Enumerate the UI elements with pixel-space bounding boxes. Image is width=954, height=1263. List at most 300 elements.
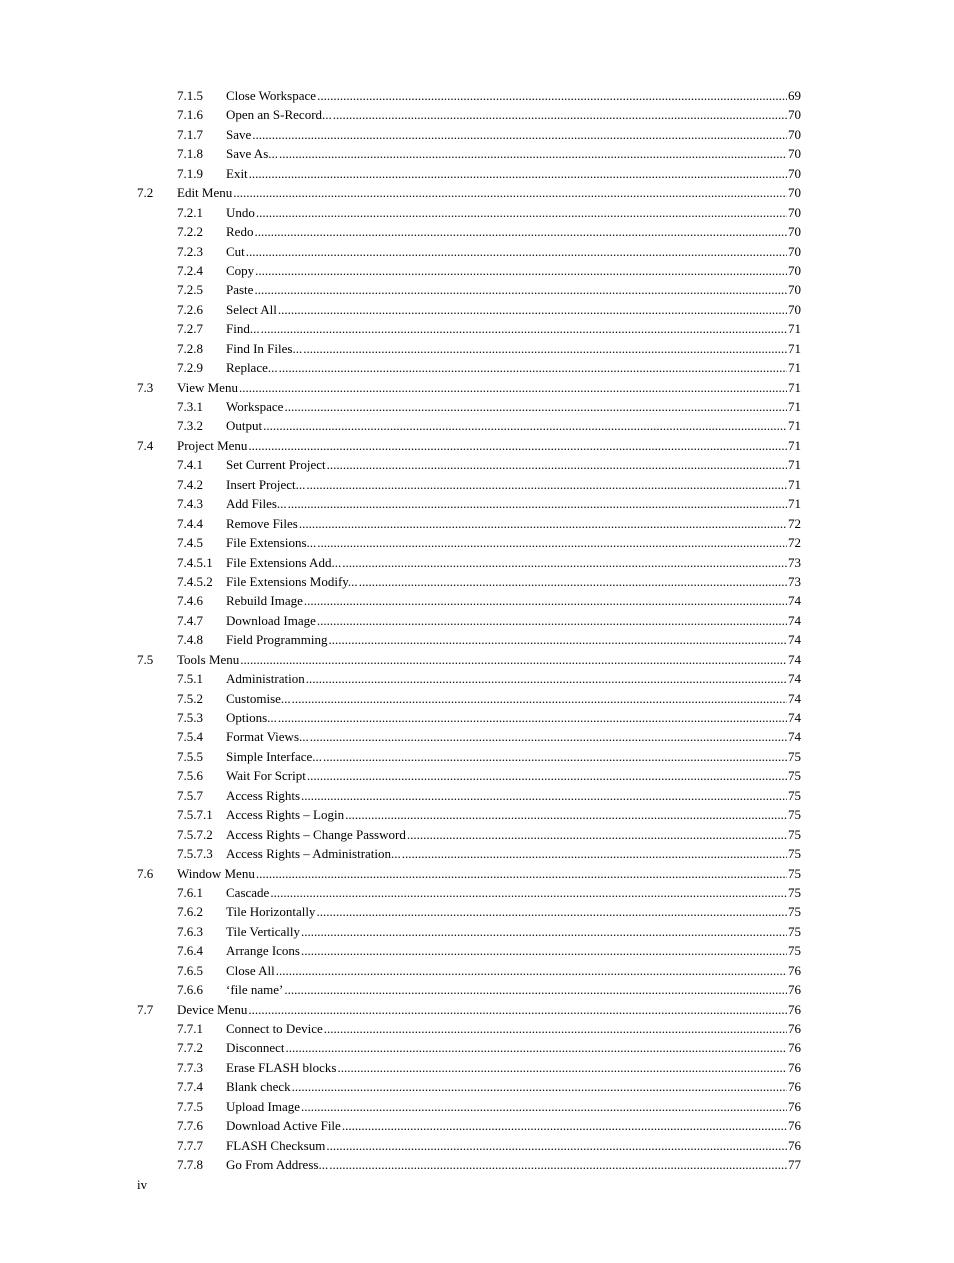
toc-entry-number: 7.5.3: [177, 710, 203, 725]
toc-entry-number: 7.7.7: [177, 1137, 203, 1153]
toc-entry-title: Options...: [226, 710, 277, 725]
toc-dot-leader: [246, 242, 787, 261]
toc-entry[interactable]: [0, 825, 954, 844]
toc-entry[interactable]: [0, 164, 954, 183]
toc-entry-page: 74: [788, 729, 801, 745]
toc-entry-line: [226, 727, 801, 746]
toc-entry-line: [226, 300, 801, 319]
page-number: iv: [137, 1177, 148, 1192]
toc-entry-page: 71: [788, 437, 801, 453]
toc-entry[interactable]: [0, 397, 954, 416]
toc-dot-leader: [327, 455, 787, 474]
toc-entry[interactable]: [0, 125, 954, 144]
toc-entry-page: 71: [788, 496, 801, 512]
toc-entry[interactable]: [0, 436, 954, 455]
toc-entry-number: 7.4.2: [177, 476, 203, 492]
toc-entry-title: File Extensions...: [226, 535, 317, 551]
toc-entry[interactable]: [0, 961, 954, 980]
toc-entry-number: 7.4.3: [177, 496, 203, 512]
toc-entry-page: 75: [788, 884, 801, 900]
toc-entry-page: 76: [788, 1098, 801, 1114]
toc-entry-number: 7.7.8: [177, 1157, 203, 1173]
toc-entry-title: Close All: [226, 962, 275, 978]
toc-dot-leader: [276, 961, 787, 980]
toc-entry-page: 71: [788, 321, 801, 337]
toc-entry-page: 69: [788, 88, 801, 103]
toc-entry-number: 7.3.1: [177, 399, 203, 414]
toc-entry[interactable]: [0, 339, 954, 358]
toc-entry-title: Device Menu: [177, 1001, 248, 1017]
toc-entry-page: 73: [788, 573, 801, 589]
toc-dot-leader: [248, 436, 787, 455]
toc-dot-leader: [342, 553, 787, 572]
toc-entry-line: [226, 611, 801, 630]
toc-entry-number: 7.6.5: [177, 962, 203, 978]
toc-entry-title: Undo: [226, 204, 255, 220]
toc-entry-line: [226, 825, 801, 844]
toc-dot-leader: [278, 300, 787, 319]
toc-dot-leader: [359, 572, 787, 591]
toc-entry-line: [226, 902, 801, 921]
toc-entry-page: 75: [788, 768, 801, 784]
toc-entry-title: Find...: [226, 321, 260, 337]
toc-entry-number: 7.7.3: [177, 1059, 203, 1075]
toc-dot-leader: [333, 105, 787, 124]
toc-entry[interactable]: [0, 650, 954, 669]
toc-entry[interactable]: [0, 416, 954, 435]
toc-entry[interactable]: [0, 1155, 954, 1174]
toc-entry-line: [226, 747, 801, 766]
toc-entry-line: [226, 455, 801, 474]
toc-entry-page: 75: [788, 826, 801, 842]
toc-entry[interactable]: [0, 455, 954, 474]
toc-entry-number: 7.5.7.1: [177, 807, 213, 823]
toc-entry-title: Tile Vertically: [226, 923, 301, 939]
toc-entry-number: 7.7.5: [177, 1098, 203, 1114]
toc-entry-number: 7.5.7: [177, 787, 203, 803]
toc-entry-number: 7.7: [137, 1001, 154, 1017]
toc-entry-page: 70: [788, 165, 801, 181]
toc-entry[interactable]: [0, 319, 954, 338]
toc-entry-title: Tile Horizontally: [226, 904, 316, 920]
toc-entry-line: [226, 1019, 801, 1038]
toc-entry[interactable]: [0, 300, 954, 319]
toc-entry-title: File Extensions Add...: [226, 554, 342, 570]
toc-entry[interactable]: [0, 494, 954, 513]
toc-entry-title: Access Rights: [226, 787, 301, 803]
toc-dot-leader: [299, 514, 787, 533]
toc-dot-leader: [307, 766, 787, 785]
toc-entry-title: Window Menu: [177, 865, 255, 881]
toc-entry-title: Blank check: [226, 1079, 291, 1095]
toc-dot-leader: [285, 1038, 787, 1057]
toc-dot-leader: [342, 1116, 787, 1135]
toc-entry-title: Format Views...: [226, 729, 309, 745]
toc-entry-page: 70: [788, 262, 801, 278]
toc-entry-page: 74: [788, 710, 801, 725]
toc-entry[interactable]: [0, 378, 954, 397]
toc-entry-page: 71: [788, 340, 801, 356]
toc-entry-line: [226, 475, 801, 494]
toc-entry-number: 7.4.5.2: [177, 573, 213, 589]
toc-entry-number: 7.2.7: [177, 321, 203, 337]
toc-entry-number: 7.7.4: [177, 1079, 203, 1095]
toc-entry-line: [226, 1038, 801, 1057]
toc-entry-title: View Menu: [177, 379, 238, 395]
toc-entry-number: 7.4.1: [177, 457, 203, 473]
toc-entry-number: 7.2.9: [177, 360, 203, 376]
toc-dot-leader: [255, 261, 787, 280]
toc-entry[interactable]: [0, 222, 954, 241]
toc-entry-page: 72: [788, 515, 801, 531]
toc-entry[interactable]: [0, 1038, 954, 1057]
toc-entry-title: Workspace: [226, 399, 284, 414]
toc-entry-title: Disconnect: [226, 1040, 285, 1056]
toc-entry-page: 75: [788, 787, 801, 803]
toc-entry-line: [226, 144, 801, 163]
toc-entry-title: Erase FLASH blocks: [226, 1059, 337, 1075]
toc-entry-number: 7.5.6: [177, 768, 203, 784]
toc-dot-leader: [402, 844, 787, 863]
toc-entry[interactable]: [0, 980, 954, 999]
toc-entry-line: [226, 105, 801, 124]
toc-entry-title: Wait For Script: [226, 768, 306, 784]
toc-entry-line: [226, 786, 801, 805]
toc-entry-number: 7.4.5.1: [177, 554, 213, 570]
toc-entry-page: 75: [788, 923, 801, 939]
toc-dot-leader: [249, 164, 787, 183]
toc-entry[interactable]: [0, 630, 954, 649]
toc-entry-number: 7.4.5: [177, 535, 203, 551]
toc-dot-leader: [338, 1058, 788, 1077]
toc-dot-leader: [256, 203, 787, 222]
toc-entry-page: 70: [788, 301, 801, 317]
toc-entry[interactable]: [0, 591, 954, 610]
toc-entry-title: Paste: [226, 282, 254, 298]
toc-entry[interactable]: [0, 1058, 954, 1077]
toc-entry[interactable]: [0, 689, 954, 708]
toc-dot-leader: [279, 358, 787, 377]
toc-dot-leader: [323, 747, 787, 766]
toc-dot-leader: [240, 650, 787, 669]
toc-entry[interactable]: [0, 611, 954, 630]
toc-entry-page: 75: [788, 865, 801, 881]
toc-entry[interactable]: [0, 766, 954, 785]
toc-dot-leader: [252, 125, 787, 144]
toc-entry-number: 7.3: [137, 379, 154, 395]
toc-entry-page: 74: [788, 612, 801, 628]
toc-entry[interactable]: [0, 1019, 954, 1038]
toc-entry-line: [177, 864, 801, 883]
toc-entry-number: 7.4.6: [177, 593, 203, 609]
toc-entry-page: 72: [788, 535, 801, 551]
toc-entry-line: [226, 222, 801, 241]
toc-entry-title: Copy: [226, 262, 255, 278]
toc-entry-title: Go From Address...: [226, 1157, 329, 1173]
toc-entry-title: ‘file name’: [226, 982, 284, 998]
toc-entry-number: 7.5.7.3: [177, 846, 213, 862]
toc-entry[interactable]: [0, 922, 954, 941]
toc-entry-page: 70: [788, 224, 801, 240]
toc-entry[interactable]: [0, 883, 954, 902]
toc-entry-title: Insert Project...: [226, 476, 306, 492]
toc-entry-title: Cut: [226, 243, 245, 259]
toc-entry-number: 7.5.2: [177, 690, 203, 706]
toc-entry-line: [177, 183, 801, 202]
toc-dot-leader: [329, 1155, 787, 1174]
toc-dot-leader: [256, 864, 787, 883]
toc-dot-leader: [306, 475, 787, 494]
toc-entry-number: 7.1.7: [177, 126, 203, 142]
toc-entry-line: [226, 1116, 801, 1135]
toc-dot-leader: [301, 941, 787, 960]
toc-entry-page: 75: [788, 846, 801, 862]
toc-entry-page: 70: [788, 107, 801, 123]
toc-entry-page: 71: [788, 476, 801, 492]
toc-dot-leader: [254, 222, 787, 241]
toc-entry-line: [226, 358, 801, 377]
toc-dot-leader: [306, 669, 787, 688]
toc-entry-line: [226, 1097, 801, 1116]
toc-dot-leader: [317, 533, 787, 552]
toc-entry[interactable]: [0, 902, 954, 921]
toc-entry-line: [226, 242, 801, 261]
toc-entry-number: 7.6: [137, 865, 154, 881]
toc-entry-title: Upload Image: [226, 1098, 301, 1114]
toc-dot-leader: [288, 494, 787, 513]
toc-entry-page: 71: [788, 360, 801, 376]
toc-entry[interactable]: [0, 533, 954, 552]
toc-dot-leader: [233, 183, 787, 202]
toc-entry-number: 7.2.8: [177, 340, 203, 356]
toc-entry[interactable]: [0, 183, 954, 202]
toc-entry-page: 74: [788, 593, 801, 609]
toc-entry-page: 75: [788, 904, 801, 920]
toc-entry-title: Save: [226, 126, 252, 142]
toc-entry-number: 7.2.4: [177, 262, 203, 278]
toc-dot-leader: [270, 883, 787, 902]
table-of-contents: [0, 86, 954, 1175]
toc-entry-line: [177, 1000, 801, 1019]
toc-entry-number: 7.2.3: [177, 243, 203, 259]
toc-entry-line: [226, 1077, 801, 1096]
toc-entry-line: [226, 591, 801, 610]
toc-entry-page: 73: [788, 554, 801, 570]
toc-entry-number: 7.1.9: [177, 165, 203, 181]
toc-dot-leader: [303, 339, 787, 358]
toc-entry-page: 74: [788, 690, 801, 706]
toc-entry-page: 70: [788, 282, 801, 298]
toc-entry-title: Arrange Icons: [226, 943, 300, 959]
toc-entry[interactable]: [0, 242, 954, 261]
toc-dot-leader: [261, 319, 787, 338]
toc-entry[interactable]: [0, 280, 954, 299]
toc-entry-line: [226, 339, 801, 358]
toc-entry-number: 7.5: [137, 651, 154, 667]
toc-entry-page: 76: [788, 1079, 801, 1095]
toc-entry-title: Connect to Device: [226, 1021, 323, 1036]
toc-entry-line: [226, 125, 801, 144]
toc-entry-title: Output: [226, 418, 263, 434]
toc-entry-line: [226, 86, 801, 105]
toc-entry-line: [226, 630, 801, 649]
toc-entry[interactable]: [0, 1000, 954, 1019]
toc-entry-line: [226, 261, 801, 280]
toc-entry[interactable]: [0, 1077, 954, 1096]
toc-entry-number: 7.6.2: [177, 904, 203, 920]
toc-entry-page: 70: [788, 185, 801, 201]
toc-entry[interactable]: [0, 941, 954, 960]
toc-entry[interactable]: [0, 261, 954, 280]
toc-entry-page: 76: [788, 962, 801, 978]
toc-dot-leader: [345, 805, 787, 824]
toc-entry[interactable]: [0, 572, 954, 591]
toc-entry-line: [226, 766, 801, 785]
toc-entry-number: 7.2.6: [177, 301, 203, 317]
toc-entry-page: 70: [788, 243, 801, 259]
toc-entry-line: [226, 805, 801, 824]
toc-entry-number: 7.5.5: [177, 748, 203, 764]
toc-entry-page: 75: [788, 943, 801, 959]
toc-entry-title: Save As...: [226, 146, 278, 162]
toc-entry-line: [226, 1058, 801, 1077]
toc-entry[interactable]: [0, 747, 954, 766]
toc-entry[interactable]: [0, 475, 954, 494]
toc-entry-number: 7.3.2: [177, 418, 203, 434]
toc-entry-line: [226, 922, 801, 941]
toc-entry-title: Add Files...: [226, 496, 287, 512]
toc-entry-page: 76: [788, 1137, 801, 1153]
toc-entry[interactable]: [0, 1097, 954, 1116]
toc-entry-page: 74: [788, 632, 801, 648]
toc-entry-line: [226, 514, 801, 533]
toc-entry-line: [226, 319, 801, 338]
toc-dot-leader: [324, 1019, 787, 1038]
toc-dot-leader: [316, 902, 787, 921]
toc-entry-number: 7.4.7: [177, 612, 203, 628]
toc-entry-line: [226, 164, 801, 183]
toc-entry-page: 76: [788, 1001, 801, 1017]
toc-dot-leader: [284, 980, 787, 999]
toc-entry-number: 7.4: [137, 437, 154, 453]
toc-dot-leader: [292, 689, 787, 708]
toc-entry-title: Select All: [226, 301, 277, 317]
toc-entry-line: [226, 844, 801, 863]
toc-entry-title: Edit Menu: [177, 185, 233, 201]
toc-entry[interactable]: [0, 358, 954, 377]
toc-entry[interactable]: [0, 864, 954, 883]
toc-entry-title: Field Programming: [226, 632, 328, 648]
toc-entry-line: [226, 533, 801, 552]
toc-entry[interactable]: [0, 553, 954, 572]
toc-entry-page: 71: [788, 399, 801, 414]
toc-entry-number: 7.5.7.2: [177, 826, 213, 842]
toc-entry[interactable]: [0, 805, 954, 824]
toc-entry-title: Cascade: [226, 884, 270, 900]
toc-entry-title: File Extensions Modify...: [226, 573, 358, 589]
toc-entry-line: [226, 1155, 801, 1174]
toc-entry[interactable]: [0, 844, 954, 863]
toc-entry-line: [226, 553, 801, 572]
toc-entry-title: Remove Files: [226, 515, 298, 531]
toc-entry-page: 74: [788, 671, 801, 687]
toc-entry[interactable]: [0, 105, 954, 124]
toc-entry[interactable]: [0, 86, 954, 105]
toc-entry-number: 7.1.8: [177, 146, 203, 162]
toc-entry-number: 7.6.1: [177, 884, 203, 900]
toc-entry[interactable]: [0, 514, 954, 533]
toc-entry-title: Customise...: [226, 690, 291, 706]
toc-dot-leader: [317, 611, 787, 630]
toc-entry-title: Download Image: [226, 612, 316, 628]
toc-entry-number: 7.2.5: [177, 282, 203, 298]
toc-dot-leader: [284, 397, 787, 416]
toc-entry-number: 7.7.2: [177, 1040, 203, 1056]
toc-dot-leader: [301, 1097, 787, 1116]
toc-entry-line: [177, 378, 801, 397]
toc-entry[interactable]: [0, 203, 954, 222]
toc-entry-page: 76: [788, 1021, 801, 1036]
toc-entry-page: 76: [788, 1118, 801, 1134]
toc-entry[interactable]: [0, 144, 954, 163]
toc-entry[interactable]: [0, 669, 954, 688]
toc-dot-leader: [239, 378, 787, 397]
toc-entry-number: 7.1.5: [177, 88, 203, 103]
toc-entry-number: 7.4.8: [177, 632, 203, 648]
toc-entry-page: 74: [788, 651, 801, 667]
toc-dot-leader: [328, 630, 787, 649]
toc-entry-title: Download Active File: [226, 1118, 341, 1134]
toc-entry-page: 70: [788, 146, 801, 162]
toc-dot-leader: [407, 825, 787, 844]
toc-entry-title: Project Menu: [177, 437, 248, 453]
toc-entry-number: 7.2: [137, 185, 154, 201]
toc-entry-number: 7.6.4: [177, 943, 203, 959]
toc-entry[interactable]: [0, 708, 954, 727]
toc-entry-number: 7.1.6: [177, 107, 203, 123]
toc-entry-line: [226, 416, 801, 435]
toc-dot-leader: [304, 591, 787, 610]
toc-entry[interactable]: [0, 1116, 954, 1135]
toc-entry-line: [226, 980, 801, 999]
toc-entry-line: [226, 961, 801, 980]
toc-entry-page: 75: [788, 748, 801, 764]
toc-entry-page: 77: [788, 1157, 801, 1173]
toc-entry[interactable]: [0, 727, 954, 746]
toc-dot-leader: [278, 708, 787, 727]
toc-entry-page: 75: [788, 807, 801, 823]
toc-dot-leader: [254, 280, 787, 299]
toc-entry-line: [226, 708, 801, 727]
toc-entry-number: 7.6.3: [177, 923, 203, 939]
toc-entry-title: Open an S-Record...: [226, 107, 332, 123]
toc-entry[interactable]: [0, 1136, 954, 1155]
toc-dot-leader: [301, 786, 787, 805]
toc-entry-page: 71: [788, 457, 801, 473]
toc-entry-page: 76: [788, 1059, 801, 1075]
toc-entry-number: 7.4.4: [177, 515, 203, 531]
toc-dot-leader: [310, 727, 787, 746]
toc-entry-line: [226, 203, 801, 222]
toc-entry-line: [226, 941, 801, 960]
toc-entry-number: 7.2.1: [177, 204, 203, 220]
toc-entry[interactable]: [0, 786, 954, 805]
toc-entry-title: Access Rights – Change Password: [226, 826, 406, 842]
toc-dot-leader: [263, 416, 787, 435]
toc-entry-title: Access Rights – Administration...: [226, 846, 401, 862]
toc-entry-title: Close Workspace: [226, 88, 317, 103]
toc-entry-line: [177, 436, 801, 455]
